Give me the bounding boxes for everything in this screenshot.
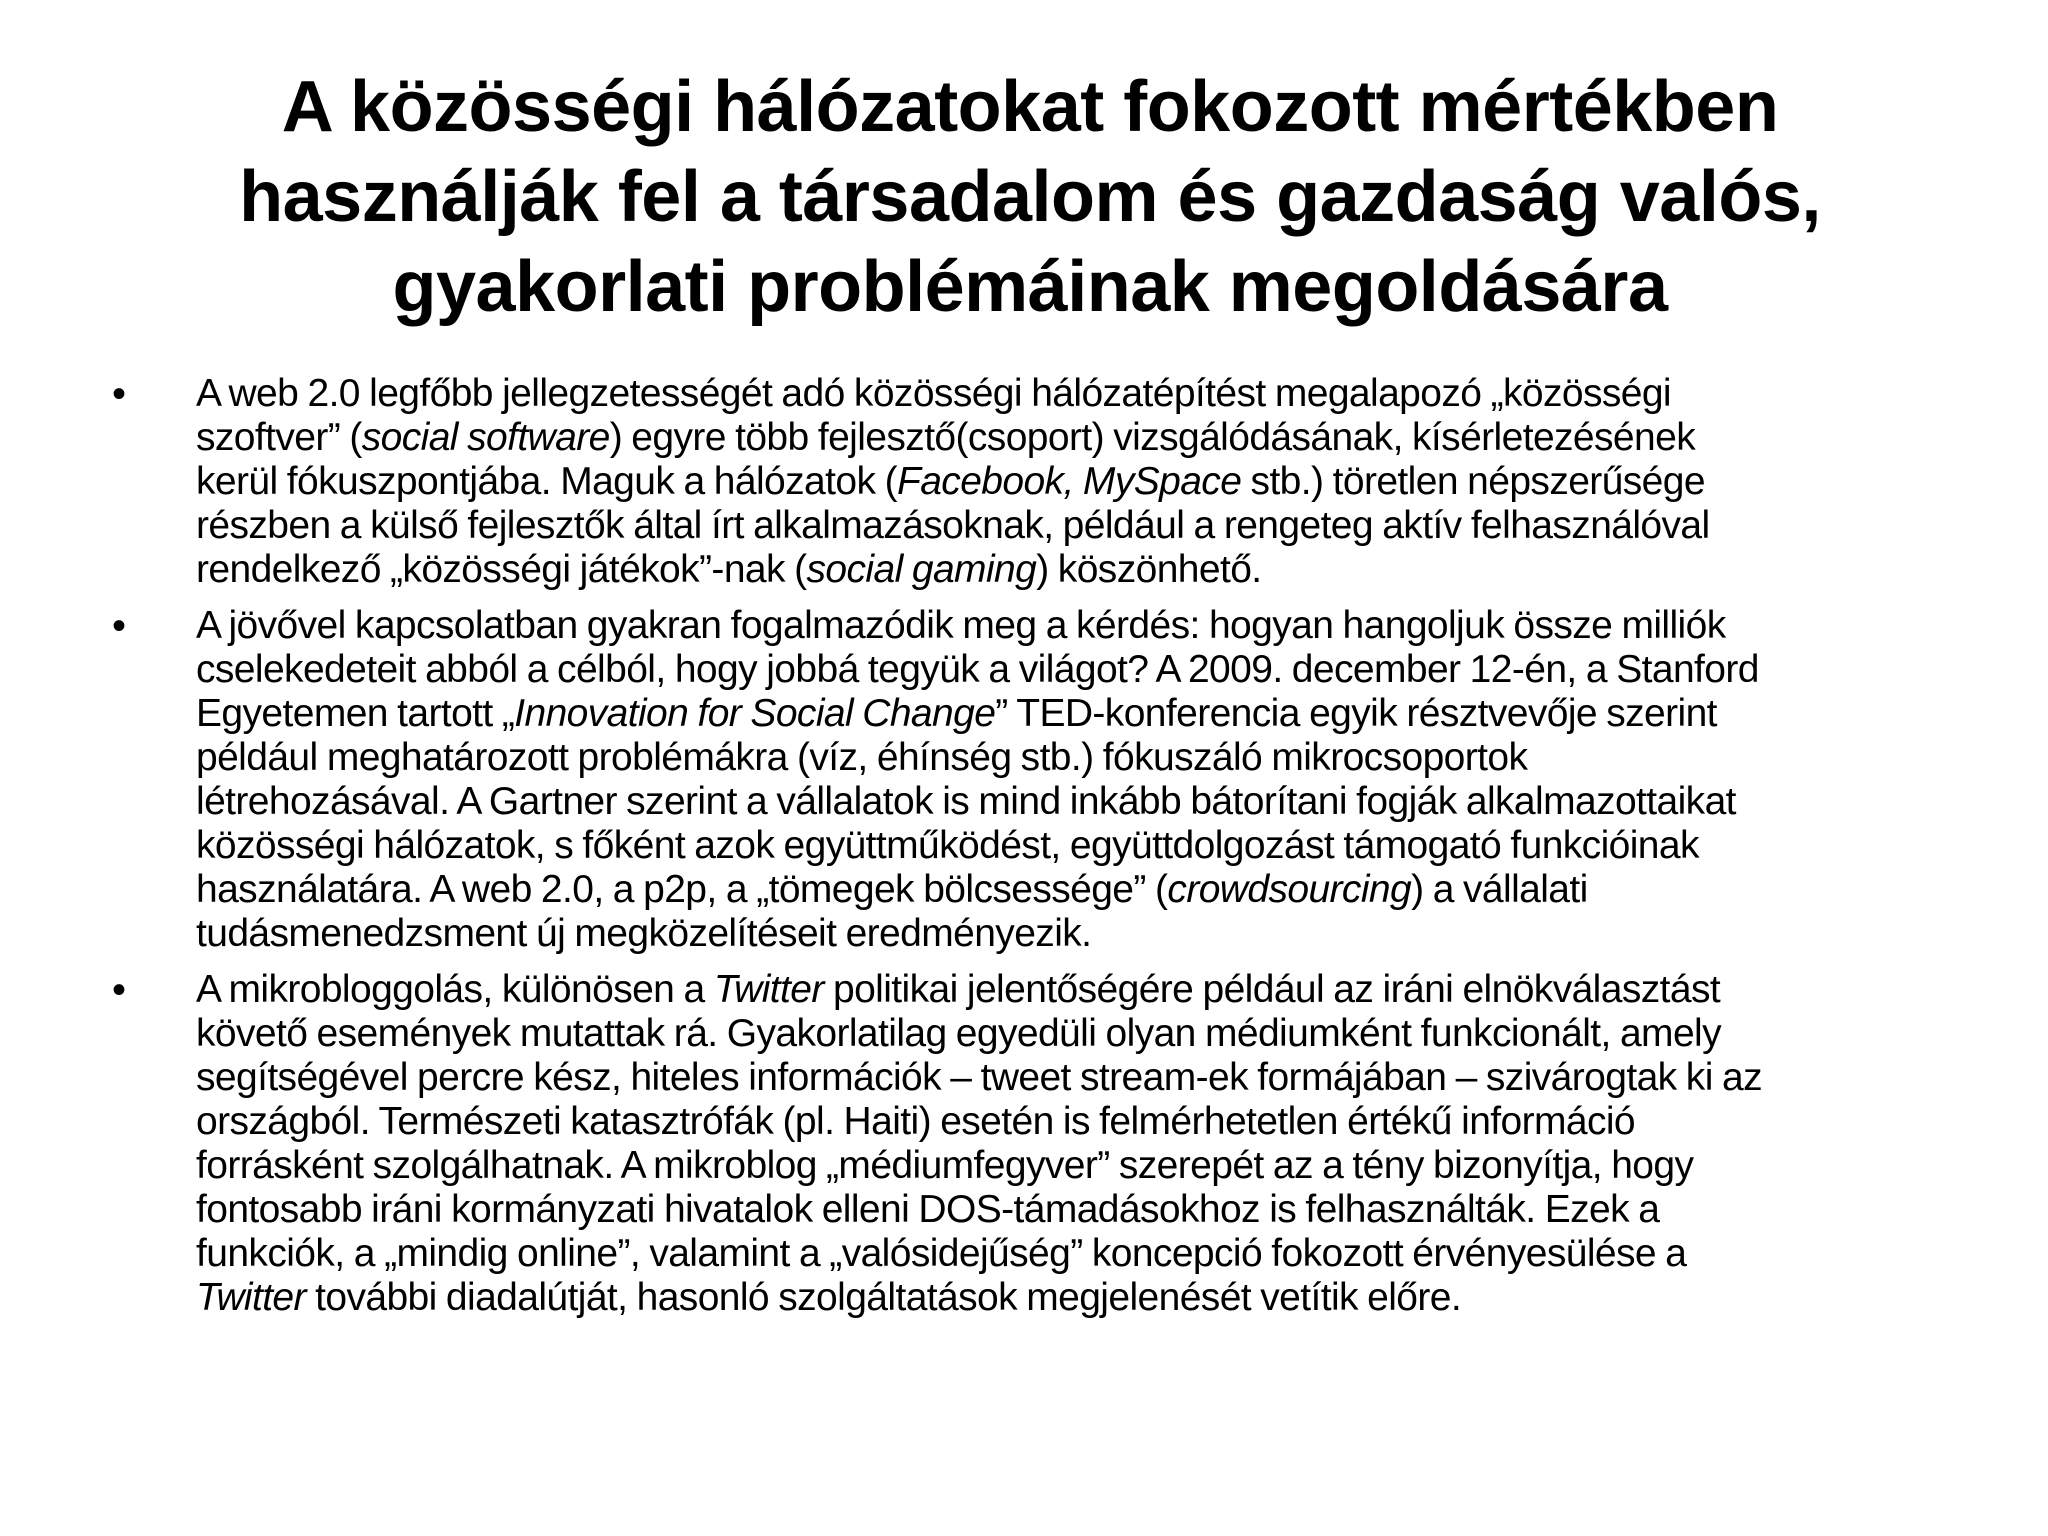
bullet-text-line — [196, 416, 1992, 460]
text-run: közösségi hálózatok, s főként azok együttműködést, együttdolgozást támogató funkcióinak — [196, 824, 1699, 867]
text-run: A mikrobloggolás, különösen a — [196, 968, 714, 1011]
bullet-text-line — [196, 780, 1992, 824]
text-run: például meghatározott problémákra (víz, éhínség stb.) fókuszáló mikrocsoportok — [196, 736, 1528, 779]
italic-term: social software — [361, 416, 610, 459]
slide-title-line: A közösségi hálózatokat fokozott mértékben — [281, 67, 1779, 147]
bullet-text-line — [196, 1188, 1992, 1232]
bullet-item — [112, 968, 1992, 1320]
text-run: tudásmenedzsment új megközelítéseit eredményezik. — [196, 912, 1092, 955]
text-run: A web 2.0 legfőbb jellegzetességét adó közösségi hálózatépítést megalapozó „közösségi — [196, 372, 1671, 415]
bullet-text-line — [196, 372, 1992, 416]
text-run: további diadalútját, hasonló szolgáltatások megjelenését vetítik előre. — [305, 1276, 1462, 1319]
bullet-marker: • — [112, 372, 127, 416]
text-run: szoftver” ( — [196, 416, 362, 459]
bullet-item — [112, 372, 1992, 592]
text-run: országból. Természeti katasztrófák (pl. Haiti) esetén is felmérhetetlen értékű információ — [196, 1100, 1636, 1143]
bullet-text-line — [196, 1144, 1992, 1188]
bullet-text-line — [196, 912, 1992, 956]
bullet-text-line — [196, 648, 1992, 692]
text-run: ” TED-konferencia egyik résztvevője szerint — [995, 692, 1717, 735]
text-run: kerül fókuszpontjába. Maguk a hálózatok ( — [196, 460, 897, 503]
bullet-text-line — [196, 824, 1992, 868]
italic-term: Twitter — [713, 968, 824, 1011]
bullet-text-line — [196, 1232, 1992, 1276]
text-run: stb.) töretlen népszerűsége — [1241, 460, 1705, 503]
italic-term: Facebook, MySpace — [896, 460, 1242, 503]
bullet-text-line — [196, 1012, 1992, 1056]
italic-term: crowdsourcing — [1167, 868, 1412, 911]
italic-term: Twitter — [196, 1276, 306, 1319]
text-run: ) egyre több fejlesztő(csoport) vizsgálódásának, kísérletezésének — [609, 416, 1696, 459]
italic-term: Innovation for Social Change — [514, 692, 996, 735]
bullet-text-line — [196, 604, 1992, 648]
bullet-text-line — [196, 548, 1992, 592]
text-run: részben a külső fejlesztők által írt alkalmazásoknak, például a rengeteg aktív felhasználóval — [196, 504, 1710, 547]
bullet-text-line — [196, 1100, 1992, 1144]
text-run: használatára. A web 2.0, a p2p, a „tömegek bölcsessége” ( — [196, 868, 1168, 911]
text-run: ) a vállalati — [1411, 868, 1588, 911]
bullet-item — [112, 604, 1992, 956]
bullet-marker: • — [112, 604, 127, 648]
text-run: cselekedeteit abból a célból, hogy jobbá tegyük a világot? A 2009. december 12-én, a Stanford — [196, 648, 1759, 691]
italic-term: social gaming — [806, 548, 1037, 591]
bullet-marker: • — [112, 968, 127, 1012]
bullet-text-line — [196, 692, 1992, 736]
text-run: létrehozásával. A Gartner szerint a vállalatok is mind inkább bátorítani fogják alkalmazottaikat — [196, 780, 1736, 823]
text-run: A jövővel kapcsolatban gyakran fogalmazódik meg a kérdés: hogyan hangoljuk össze milliók — [196, 604, 1726, 647]
text-run: forrásként szolgálhatnak. A mikroblog „médiumfegyver” szerepét az a tény bizonyítja, hogy — [196, 1144, 1694, 1187]
slide-title-line: gyakorlati problémáinak megoldására — [392, 247, 1668, 327]
bullet-list — [112, 372, 1992, 1332]
slide-title-line: használják fel a társadalom és gazdaság valós, — [239, 157, 1821, 237]
bullet-text-line — [196, 1056, 1992, 1100]
bullet-text-line — [196, 868, 1992, 912]
text-run: követő események mutattak rá. Gyakorlatilag egyedüli olyan médiumként funkcionált, amely — [196, 1012, 1721, 1055]
text-run: Egyetemen tartott „ — [196, 692, 515, 735]
text-run: politikai jelentőségére például az iráni elnökválasztást — [823, 968, 1721, 1011]
text-run: rendelkező „közösségi játékok”-nak ( — [196, 548, 807, 591]
text-run: segítségével percre kész, hiteles információk – tweet stream-ek formájában – szivárogtak ki az — [196, 1056, 1762, 1099]
bullet-text-line — [196, 504, 1992, 548]
slide-title — [190, 62, 1870, 332]
text-run: ) köszönhető. — [1036, 548, 1262, 591]
bullet-text-line — [196, 1276, 1992, 1320]
text-run: funkciók, a „mindig online”, valamint a „valósidejűség” koncepció fokozott érvényesülése a — [196, 1232, 1687, 1275]
bullet-text-line — [196, 968, 1992, 1012]
bullet-text-line — [196, 460, 1992, 504]
text-run: fontosabb iráni kormányzati hivatalok elleni DOS-támadásokhoz is felhasználták. Ezek a — [196, 1188, 1660, 1231]
bullet-text-line — [196, 736, 1992, 780]
